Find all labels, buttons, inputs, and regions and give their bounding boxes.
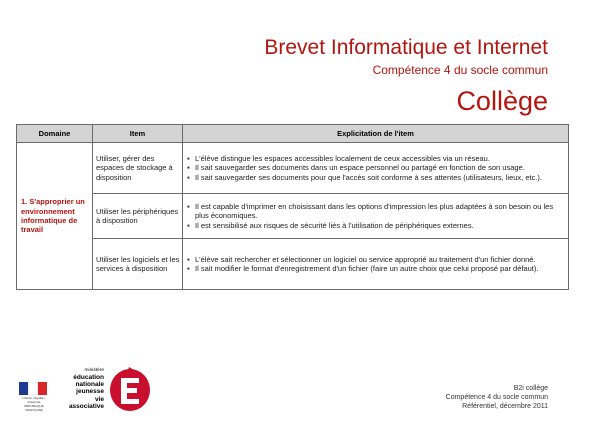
item-cell: Utiliser les périphériques à disposition bbox=[93, 194, 183, 239]
document-subtitle: Compétence 4 du socle commun bbox=[372, 63, 548, 77]
list-item: ▪ Il est sensibilisé aux risques de sécurité liés à l'utilisation de périphériques externes. bbox=[187, 221, 564, 230]
republic-motto: Liberté • Égalité • Fraternité bbox=[22, 396, 46, 404]
explicitation-cell bbox=[183, 143, 569, 194]
republic-name: RÉPUBLIQUE FRANÇAISE bbox=[24, 403, 44, 412]
item-cell: Utiliser les logiciels et les services à disposition bbox=[93, 239, 183, 290]
list-item: ▪ Il sait sauvegarder ses documents pour que l'accès soit conforme à ses attentes (utilisateurs, lieux, etc.). bbox=[187, 173, 564, 182]
list-item: ▪ L'élève distingue les espaces accessibles localement de ceux accessibles via un réseau. bbox=[187, 154, 564, 163]
column-header-item: Item bbox=[93, 125, 183, 143]
explicitation-cell bbox=[183, 239, 569, 290]
document-title: Brevet Informatique et Internet bbox=[264, 36, 548, 59]
ministry-word: vie associative bbox=[68, 395, 104, 411]
explicitation-cell bbox=[183, 194, 569, 239]
flag-blue-band bbox=[19, 382, 28, 395]
column-header-domaine: Domaine bbox=[17, 125, 93, 143]
competence-table bbox=[16, 124, 569, 290]
footer-line: B2i collège bbox=[513, 385, 548, 392]
table-header-row bbox=[17, 125, 569, 143]
education-e-logo-icon bbox=[108, 364, 152, 412]
domain-cell: 1. S'approprier un environnement informatique de travail bbox=[17, 143, 93, 290]
column-header-explicitation: Explicitation de l'item bbox=[183, 125, 569, 143]
item-cell: Utiliser, gérer des espaces de stockage à disposition bbox=[93, 143, 183, 194]
list-item: ▪ L'élève sait rechercher et sélectionner un logiciel ou service approprié au traitement d'un fichier donné. bbox=[187, 255, 564, 264]
list-item: ▪ Il est capable d'imprimer en choisissant dans les options d'impression les plus adaptées à son besoin ou les plus économiques. bbox=[187, 202, 564, 221]
table-row bbox=[17, 239, 569, 290]
footer-line: Référentiel, décembre 2011 bbox=[462, 403, 548, 411]
school-level-heading: Collège bbox=[456, 86, 548, 116]
ministry-wordmark bbox=[60, 368, 104, 411]
footer-reference bbox=[446, 384, 548, 411]
table-row bbox=[17, 143, 569, 194]
tricolor-flag-icon bbox=[19, 382, 47, 395]
flag-white-band bbox=[28, 382, 37, 395]
list-item: ▪ Il sait modifier le format d'enregistrement d'un fichier (faire un autre choix que celui proposé par défaut). bbox=[187, 264, 564, 273]
footer-line: Compétence 4 du socle commun bbox=[445, 394, 548, 402]
ministry-label: ministère bbox=[84, 368, 104, 373]
flag-red-band bbox=[38, 382, 47, 395]
list-item: ▪ Il sait sauvegarder ses documents dans un espace personnel ou partagé en fonction de son usage. bbox=[187, 163, 564, 172]
marianne-logo bbox=[16, 382, 50, 412]
table-row bbox=[17, 194, 569, 239]
ministry-word: éducation bbox=[73, 373, 104, 381]
ministry-word: jeunesse bbox=[76, 388, 104, 396]
footer-logos bbox=[16, 363, 146, 413]
ministry-word: nationale bbox=[75, 380, 104, 388]
